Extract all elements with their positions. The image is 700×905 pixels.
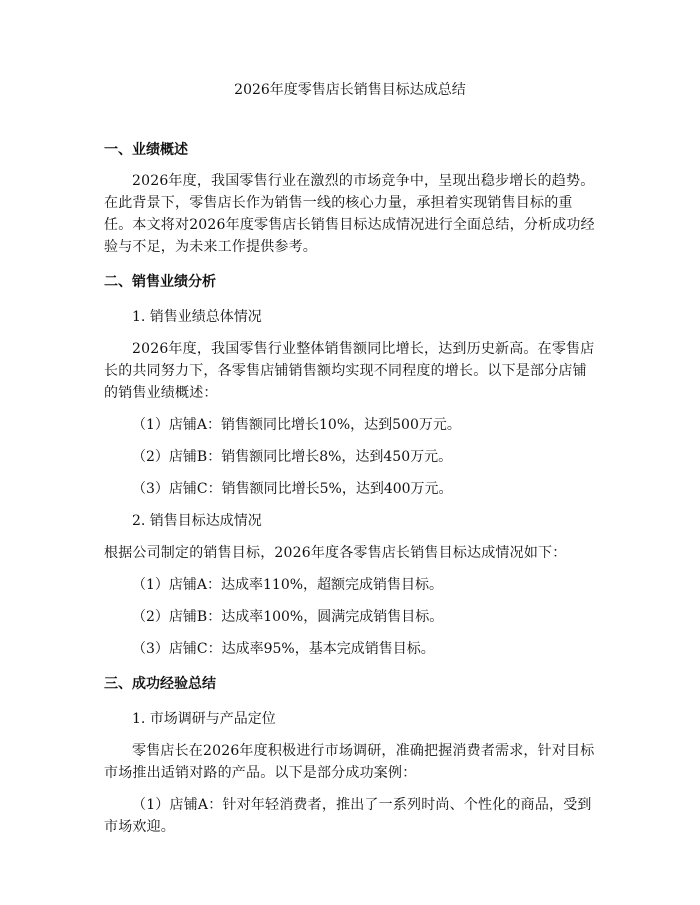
section-heading-sales-analysis: 二、销售业绩分析 <box>104 274 216 290</box>
sales-overall-paragraph: 2026年度，我国零售行业整体销售额同比增长，达到历史新高。在零售店长的共同努力下，各零售店铺销售额均实现不同程度的增长。以下是部分店铺的销售业绩概述： <box>104 341 595 401</box>
document-title: 2026年度零售店长销售目标达成总结 <box>234 82 466 98</box>
list-item: （2）店铺B：销售额同比增长8%，达到450万元。 <box>132 449 453 465</box>
list-item: （1）店铺A：达成率110%，超额完成销售目标。 <box>132 577 444 593</box>
list-item: （2）店铺B：达成率100%，圆满完成销售目标。 <box>132 609 444 625</box>
market-research-paragraph: 零售店长在2026年度积极进行市场调研，准确把握消费者需求，针对目标市场推出适销对路的产品。以下是部分成功案例： <box>104 743 595 781</box>
list-item: （1）店铺A：针对年轻消费者，推出了一系列时尚、个性化的商品，受到市场欢迎。 <box>104 797 592 835</box>
list-item: （1）店铺A：销售额同比增长10%，达到500万元。 <box>132 417 461 433</box>
list-item: （3）店铺C：销售额同比增长5%，达到400万元。 <box>132 481 453 497</box>
list-item: （3）店铺C：达成率95%，基本完成销售目标。 <box>132 641 435 657</box>
section-heading-overview: 一、业绩概述 <box>104 142 188 158</box>
subheading-market-research: 1. 市场调研与产品定位 <box>132 711 276 727</box>
target-achievement-paragraph: 根据公司制定的销售目标，2026年度各零售店长销售目标达成情况如下： <box>104 545 567 561</box>
subheading-target-achievement: 2. 销售目标达成情况 <box>132 513 262 529</box>
subheading-sales-overall: 1. 销售业绩总体情况 <box>132 309 262 325</box>
overview-paragraph: 2026年度，我国零售行业在激烈的市场竞争中，呈现出稳步增长的趋势。在此背景下，零售店长作为销售一线的核心力量，承担着实现销售目标的重任。本文将对2026年度零售店长销售目标达成情况进行全面总结，分析成功经验与不足，为未来工作提供参考。 <box>104 173 595 255</box>
section-heading-success-experience: 三、成功经验总结 <box>104 676 216 692</box>
